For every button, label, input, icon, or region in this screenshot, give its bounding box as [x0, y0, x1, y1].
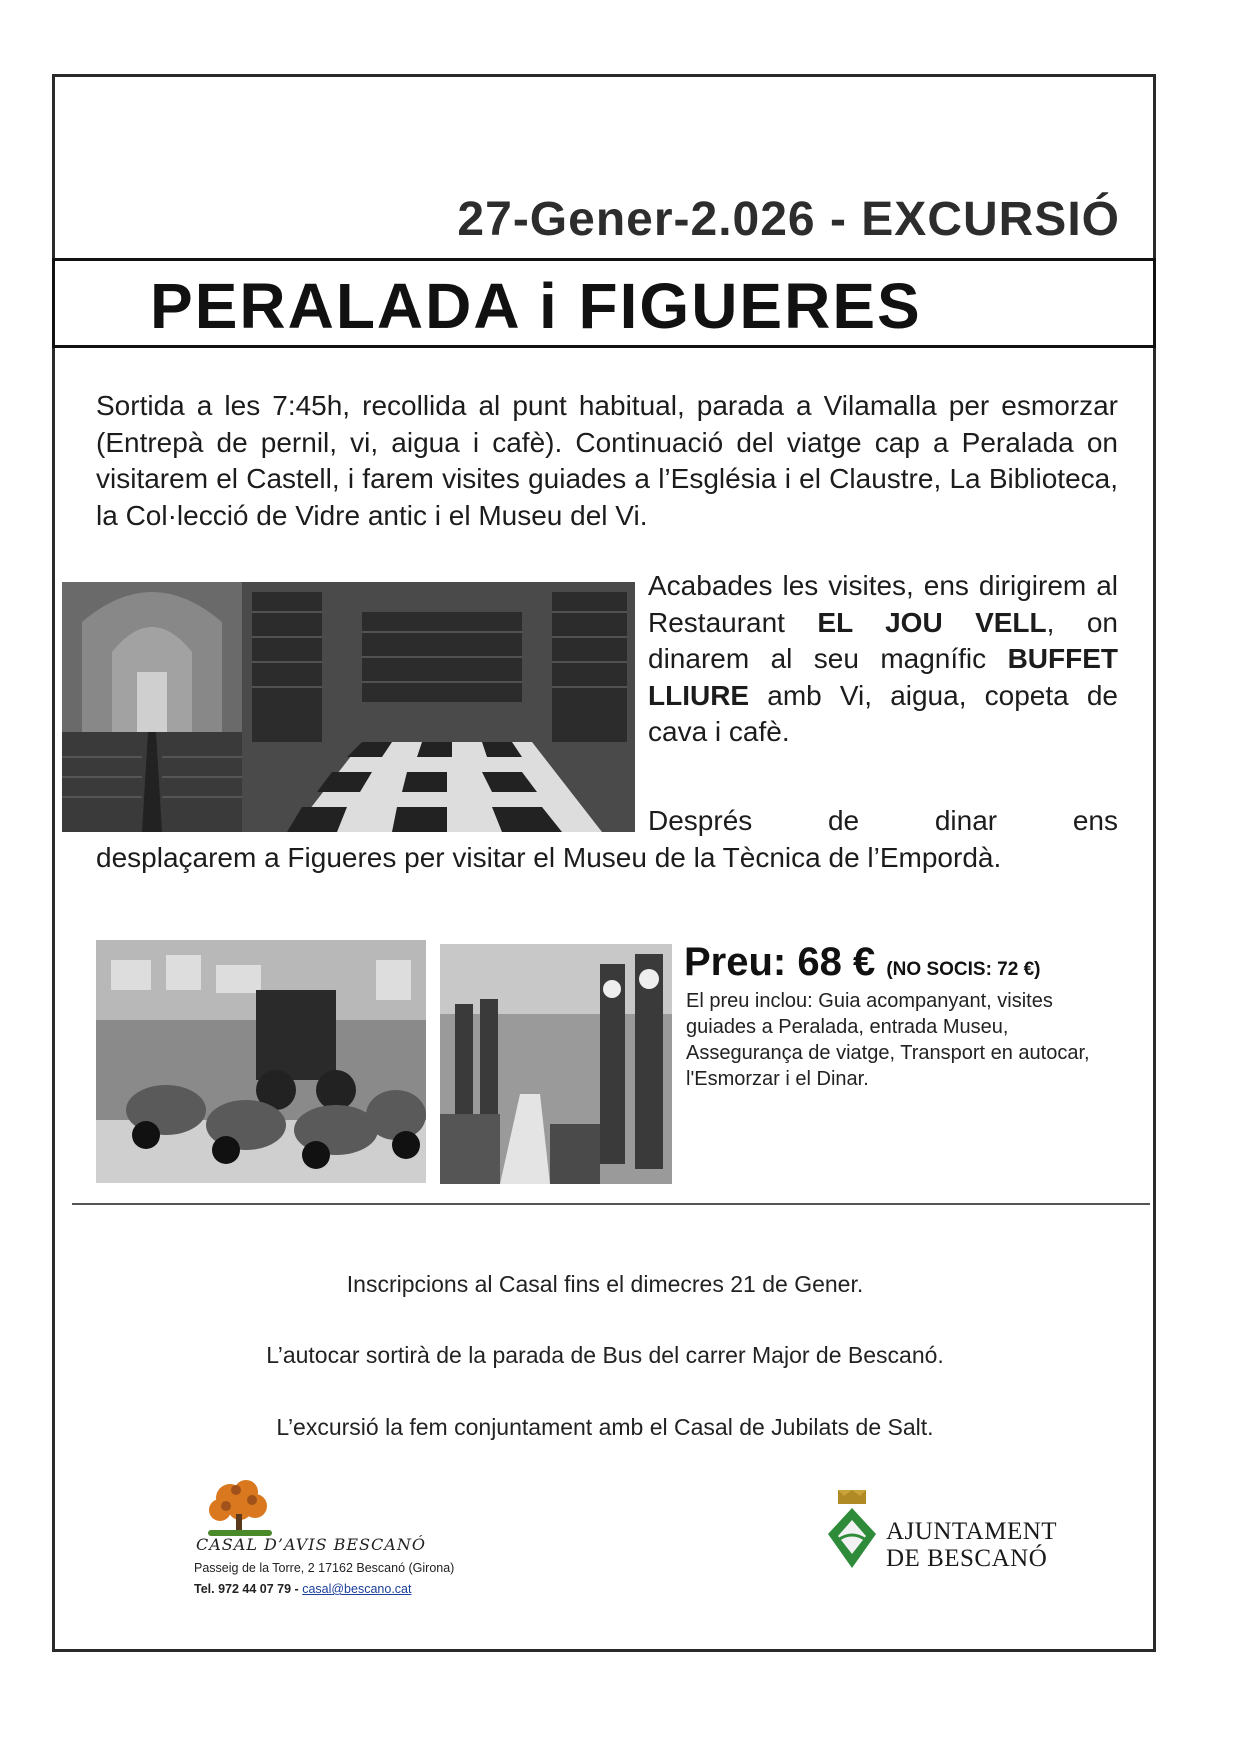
intro-paragraph: Sortida a les 7:45h, recollida al punt habitual, parada a Vilamalla per esmorzar (Entrepà de pernil, vi, aigua i cafè). Continuació del viatge cap a Peralada on visitarem el Castell, i farem visites guiades a l’Església i el Claustre, La Biblioteca, la Col·lecció de Vidre antic i el Museu del Vi.	[96, 390, 1118, 531]
notice-bus-stop: L’autocar sortirà de la parada de Bus del carrer Major de Bescanó.	[266, 1342, 944, 1368]
buffet-label: BUFFET LLIURE	[648, 643, 1118, 711]
afternoon-line-1: Després de dinar ens	[648, 805, 1118, 836]
casal-name: CASAL D’AVIS BESCANÓ	[196, 1535, 426, 1554]
casal-tree-logo-icon	[200, 1480, 280, 1543]
price-label	[684, 940, 1041, 985]
lunch-paragraph	[648, 568, 1118, 751]
title-box	[52, 258, 1156, 348]
section-divider	[72, 1203, 1150, 1205]
restaurant-name: EL JOU VELL	[817, 606, 1047, 638]
notice-joint-trip: L’excursió la fem conjuntament amb el Casal de Jubilats de Salt.	[276, 1414, 934, 1440]
motorcycles-museum-photo	[96, 940, 426, 1183]
church-library-photo	[62, 582, 635, 832]
clocks-museum-photo	[440, 944, 672, 1184]
non-members-price: (NO SOCIS: 72 €)	[886, 959, 1041, 980]
price-includes: El preu inclou: Guia acompanyant, visites guiades a Peralada, entrada Museu, Assegurança de viatge, Transport en autocar, l'Esmorzar i el Dinar.	[686, 990, 1090, 1090]
lunch-text-2: , on dinarem al seu magnífic	[648, 606, 1119, 675]
notice-registration: Inscripcions al Casal fins el dimecres 21 de Gener.	[346, 1271, 864, 1297]
ajuntament-line-2: DE BESCANÓ	[886, 1545, 1048, 1572]
ajuntament-name	[886, 1518, 1057, 1572]
ajuntament-shield-icon	[824, 1490, 880, 1575]
casal-email-link[interactable]: casal@bescano.cat	[302, 1582, 412, 1596]
ajuntament-line-1: AJUNTAMENT	[886, 1518, 1058, 1545]
page-title: PERALADA i FIGUERES	[150, 270, 922, 342]
afternoon-line-2: desplaçarem a Figueres per visitar el Museu de la Tècnica de l’Empordà.	[96, 842, 1002, 873]
lunch-text-3: amb Vi, aigua, copeta de cava i cafè.	[648, 679, 1118, 748]
casal-phone: Tel. 972 44 07 79 -	[194, 1582, 303, 1596]
price-value: Preu: 68 €	[684, 940, 876, 984]
casal-address: Passeig de la Torre, 2 17162 Bescanó (Girona)	[194, 1561, 455, 1575]
date-headline: 27-Gener-2.026 - EXCURSIÓ	[457, 193, 1120, 246]
casal-contact	[194, 1582, 411, 1596]
lunch-text-1: Acabades les visites, ens dirigirem al Restaurant	[648, 570, 1118, 638]
